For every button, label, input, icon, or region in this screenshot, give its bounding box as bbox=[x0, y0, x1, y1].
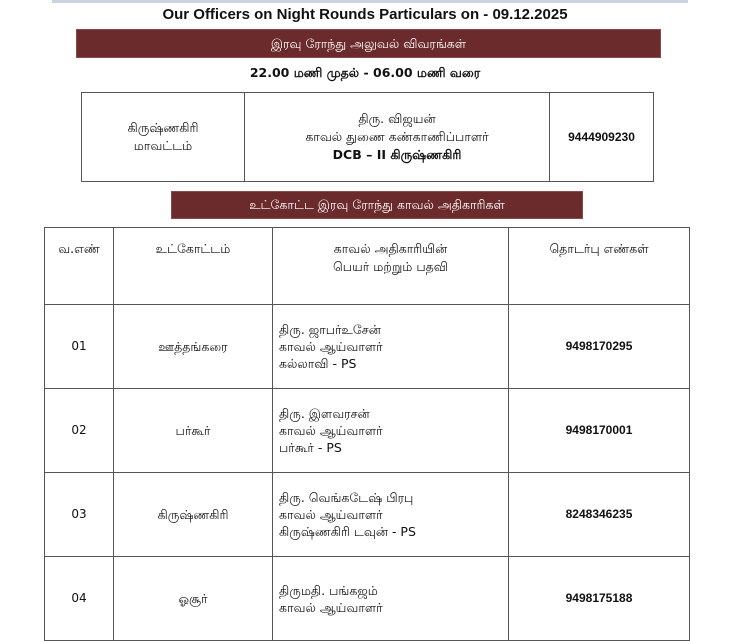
district-phone: 9444909230 bbox=[550, 93, 654, 182]
row-serial: 04 bbox=[45, 557, 114, 641]
row-subdivision: ஊத்தங்கரை bbox=[114, 305, 273, 389]
district-cell bbox=[82, 93, 245, 182]
row-subdivision: கிருஷ்ணகிரி bbox=[114, 473, 273, 557]
table-row bbox=[45, 557, 690, 641]
row-phone: 9498170295 bbox=[509, 305, 690, 389]
page-title: Our Officers on Night Rounds Particulars on - 09.12.2025 bbox=[162, 6, 568, 23]
header-subdivision: உட்கோட்டம் bbox=[114, 228, 273, 305]
row-officer-designation: காவல் ஆய்வாளர் bbox=[279, 599, 383, 615]
row-serial: 01 bbox=[45, 305, 114, 389]
row-serial: 02 bbox=[45, 389, 114, 473]
table-row bbox=[45, 389, 690, 473]
row-officer-station: கிருஷ்ணகிரி டவுன் - PS bbox=[279, 524, 416, 539]
duty-hours: 22.00 மணி முதல் - 06.00 மணி வரை bbox=[249, 65, 481, 80]
row-serial: 03 bbox=[45, 473, 114, 557]
row-officer bbox=[273, 473, 509, 557]
row-officer bbox=[273, 389, 509, 473]
row-officer bbox=[273, 305, 509, 389]
row-officer-designation: காவல் ஆய்வாளர் bbox=[279, 423, 383, 438]
row-phone: 8248346235 bbox=[509, 473, 690, 557]
top-border-line bbox=[52, 0, 688, 3]
officer-name: திரு. விஜயன் bbox=[358, 111, 436, 126]
row-subdivision: பர்கூர் bbox=[114, 389, 273, 473]
district-officer-table bbox=[81, 92, 654, 182]
night-rounds-banner: இரவு ரோந்து அலுவல் விவரங்கள் bbox=[77, 30, 660, 57]
row-officer-name: திரு. இளவரசன் bbox=[279, 406, 370, 421]
officer-designation: காவல் துணை கண்காணிப்பாளர் bbox=[305, 129, 489, 144]
row-officer-name: திரு. வெங்கடேஷ் பிரபு bbox=[279, 490, 414, 505]
table-row bbox=[45, 473, 690, 557]
district-line: மாவட்டம் bbox=[133, 138, 193, 153]
table-row bbox=[45, 305, 690, 389]
header-serial: வ.எண் bbox=[45, 228, 114, 305]
header-phone: தொடர்பு எண்கள் bbox=[509, 228, 690, 305]
row-officer-designation: காவல் ஆய்வாளர் bbox=[279, 507, 383, 522]
row-phone: 9498170001 bbox=[509, 389, 690, 473]
district-officer-cell bbox=[245, 93, 550, 182]
row-officer-name: திருமதி. பங்கஜம் bbox=[279, 582, 378, 598]
header-officer-line: பெயர் மற்றும் பதவி bbox=[333, 259, 448, 274]
row-subdivision: ஓசூர் bbox=[114, 557, 273, 641]
row-officer-station: பர்கூர் - PS bbox=[279, 440, 342, 455]
row-phone: 9498175188 bbox=[509, 557, 690, 641]
subdivision-officers-banner: உட்கோட்ட இரவு ரோந்து காவல் அதிகாரிகள் bbox=[172, 192, 582, 218]
district-line: கிருஷ்ணகிரி bbox=[127, 120, 199, 135]
district-officer-row bbox=[82, 93, 654, 182]
row-officer-designation: காவல் ஆய்வாளர் bbox=[279, 339, 383, 354]
header-officer bbox=[273, 228, 509, 305]
row-officer-name: திரு. ஜாபர்உசேன் bbox=[279, 322, 381, 337]
header-officer-line: காவல் அதிகாரியின் bbox=[333, 241, 448, 256]
row-officer bbox=[273, 557, 509, 641]
row-officer-station: கல்லாவி - PS bbox=[279, 356, 357, 371]
officer-unit: DCB – II கிருஷ்ணகிரி bbox=[332, 147, 462, 162]
table-header-row bbox=[45, 228, 690, 305]
subdivision-officers-table bbox=[44, 227, 690, 641]
